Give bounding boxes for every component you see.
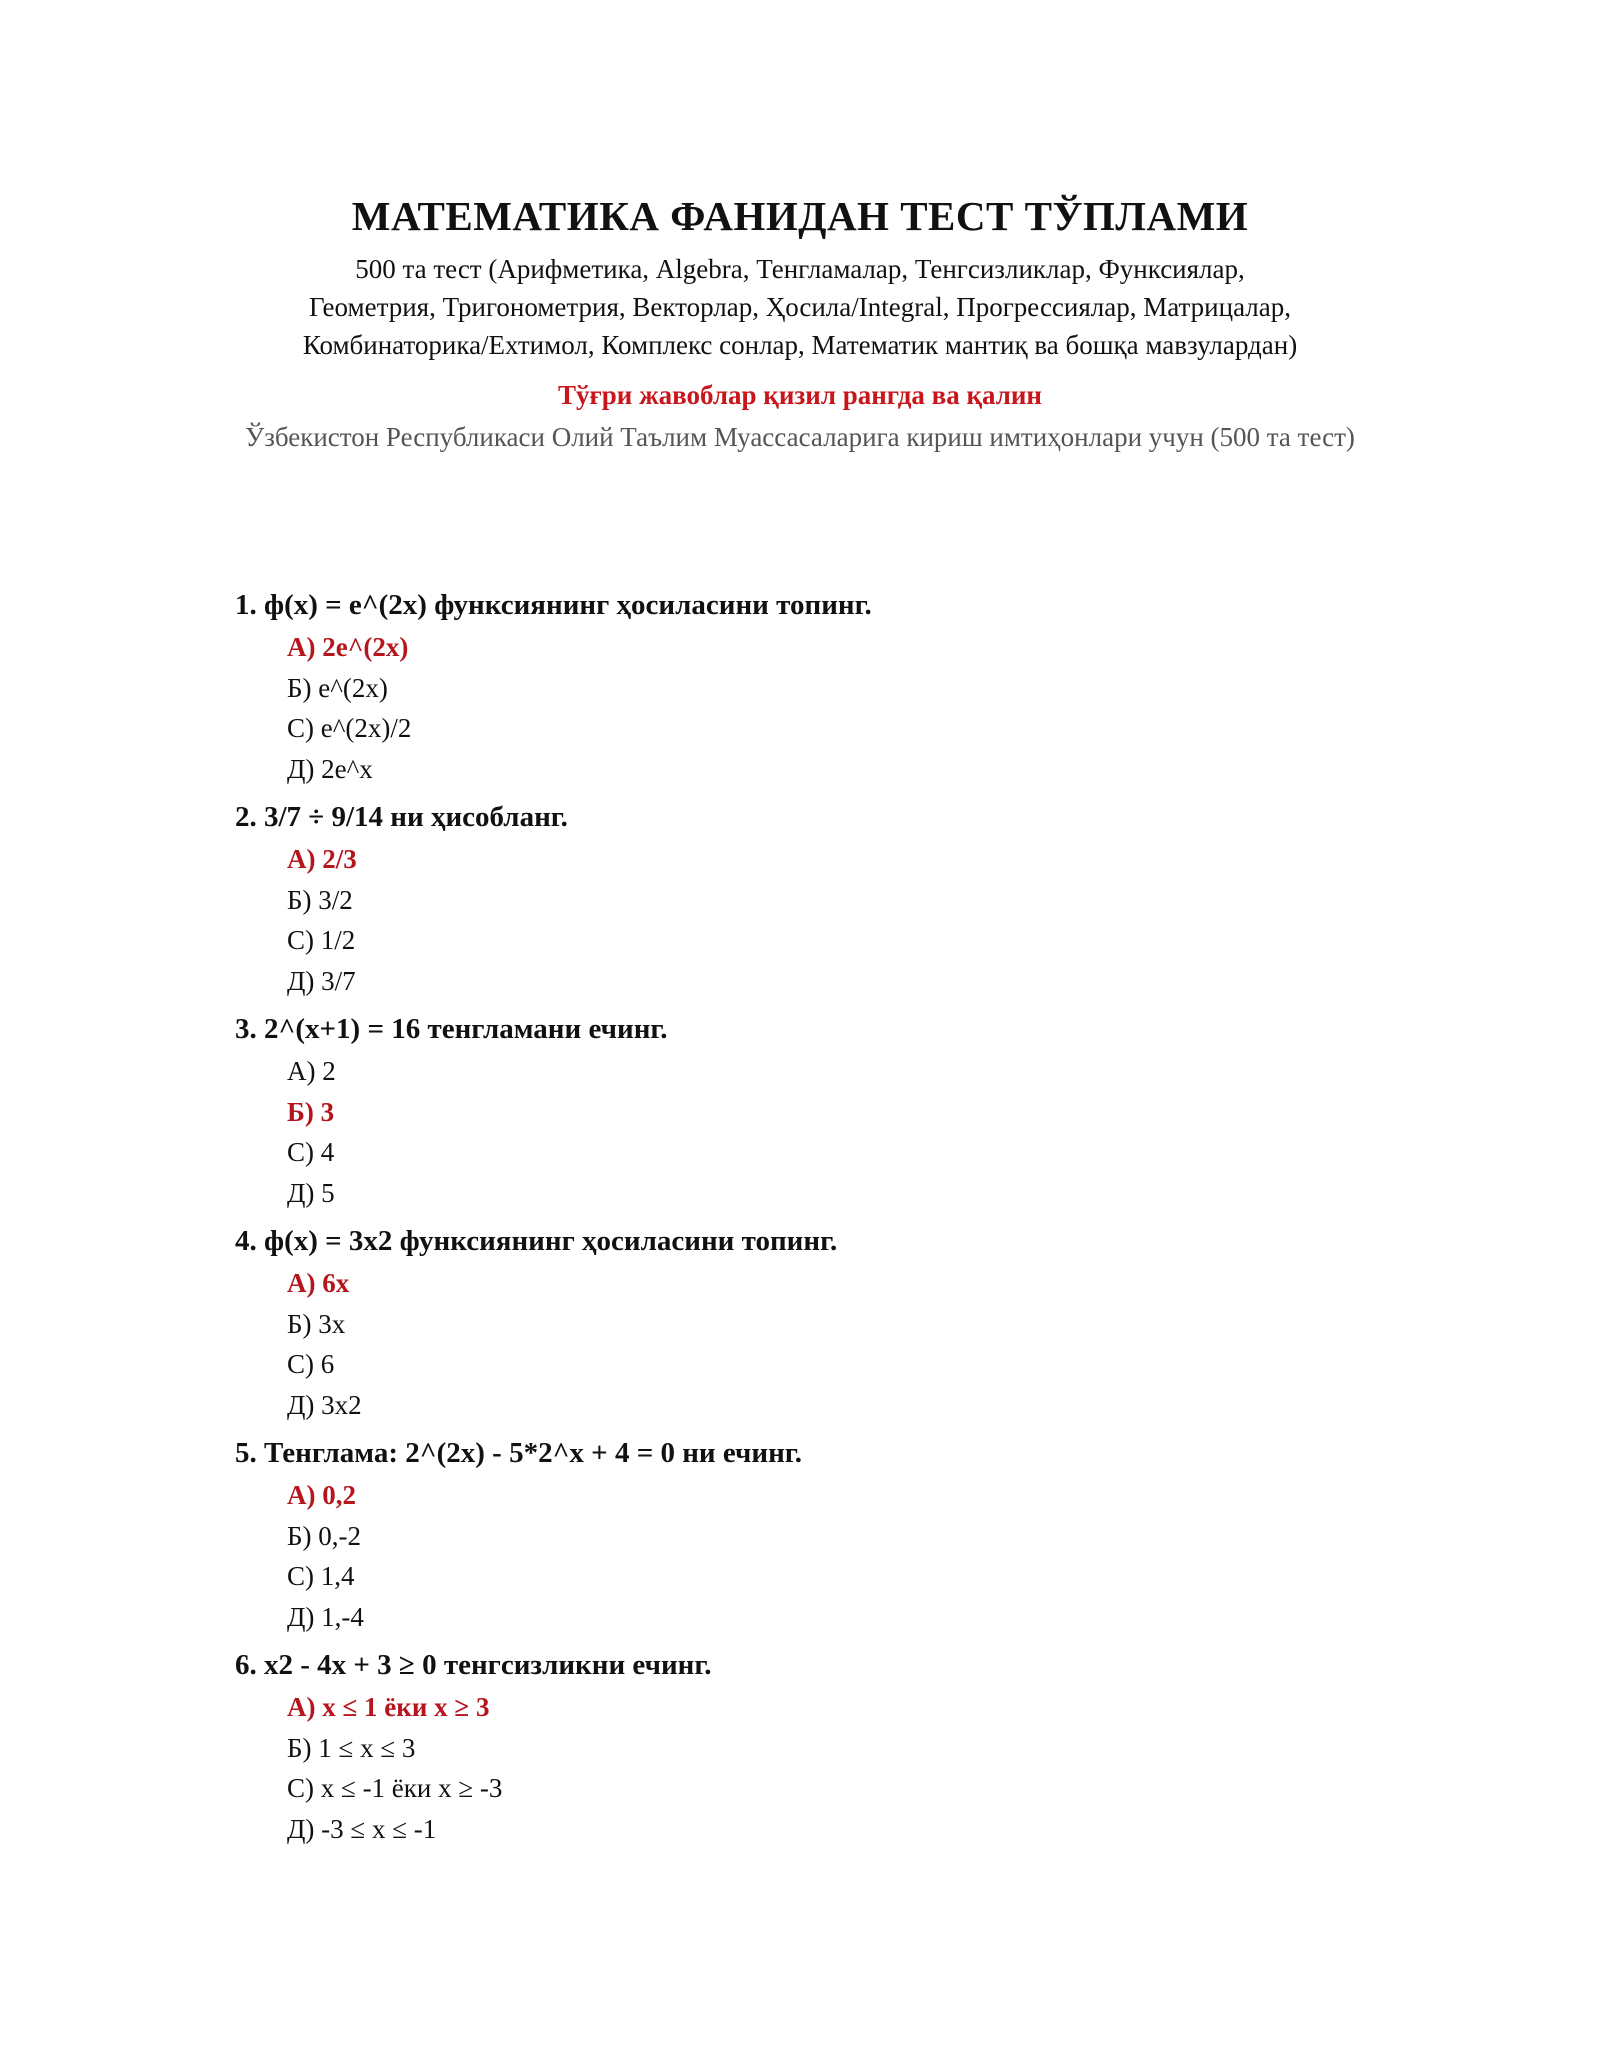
answer-option: С) 1,4: [287, 1561, 355, 1591]
answer-option: Д) -3 ≤ х ≤ -1: [287, 1813, 437, 1844]
answer-option-correct: А) 2/3: [287, 844, 357, 874]
document-header: [0, 190, 1600, 456]
answer-options: [287, 1263, 1435, 1425]
answer-option: С) 6: [287, 1349, 335, 1379]
answer-options: [287, 839, 1435, 1001]
question-number: 3.: [235, 1013, 257, 1045]
answer-option: Б) 1 ≤ х ≤ 3: [287, 1732, 416, 1763]
question-item: [235, 797, 1435, 1001]
answer-option: С) х ≤ -1 ёки х ≥ -3: [287, 1773, 503, 1803]
question-text: 2^(х+1) = 16 тенгламани ечинг.: [264, 1013, 668, 1045]
question-text: х2 - 4х + 3 ≥ 0 тенгсизликни ечинг.: [264, 1649, 712, 1681]
question-item: [235, 1433, 1435, 1637]
question-text-line: [235, 797, 1435, 837]
answer-option-correct: А) 0,2: [287, 1480, 356, 1510]
answer-option: Д) 1,-4: [287, 1601, 364, 1632]
question-text-line: [235, 1009, 1435, 1049]
question-number: 1.: [235, 589, 257, 621]
answer-option: Б) 0,-2: [287, 1520, 361, 1551]
question-text: 3/7 ÷ 9/14 ни ҳисобланг.: [264, 801, 568, 833]
answer-option: Б) 3/2: [287, 884, 353, 915]
answer-option: С) е^(2х)/2: [287, 713, 412, 743]
question-text-line: [235, 1221, 1435, 1261]
answer-options: [287, 1687, 1435, 1849]
answer-option: С) 1/2: [287, 925, 356, 955]
question-text-line: [235, 1645, 1435, 1685]
answer-option: С) 4: [287, 1137, 335, 1167]
answer-option-correct: А) х ≤ 1 ёки х ≥ 3: [287, 1692, 490, 1722]
question-text: ф(х) = 3х2 функсиянинг ҳосиласини топинг.: [264, 1225, 838, 1257]
document-purpose: Ўзбекистон Республикаси Олий Таълим Муассасаларига кириш имтиҳонлари учун (500 та тест): [245, 422, 1355, 452]
page-subtitle: 500 та тест (Арифметика, Algebra, Тенгламалар, Тенгсизликлар, Функсиялар, Геометрия, Тригонометрия, Векторлар, Ҳосила/Integral, Прогрессиялар, Матрицалар, Комбинаторика/Ехтимол, Комплекс сонлар, Математик мантиқ ва бошқа мавзулардан): [302, 254, 1298, 360]
answer-options: [287, 1051, 1435, 1213]
question-number: 6.: [235, 1649, 257, 1681]
question-number: 5.: [235, 1437, 257, 1469]
answer-option: Б) 3х: [287, 1308, 346, 1339]
answer-option: А) 2: [287, 1056, 336, 1086]
answer-option: Д) 3х2: [287, 1389, 362, 1420]
question-text: Тенглама: 2^(2х) - 5*2^х + 4 = 0 ни ечинг.: [264, 1437, 802, 1469]
question-text-line: [235, 1433, 1435, 1473]
question-item: [235, 1009, 1435, 1213]
page-title: МАТЕМАТИКА ФАНИДАН ТЕСТ ТЎПЛАМИ: [351, 193, 1249, 239]
question-number: 2.: [235, 801, 257, 833]
answer-key-note: Тўғри жавоблар қизил рангда ва қалин: [557, 380, 1042, 410]
answer-option-correct: Б) 3: [287, 1096, 335, 1127]
answer-options: [287, 1475, 1435, 1637]
question-item: [235, 1221, 1435, 1425]
answer-option: Д) 3/7: [287, 965, 356, 996]
question-item: [235, 585, 1435, 789]
question-list: [235, 585, 1435, 1857]
question-number: 4.: [235, 1225, 257, 1257]
question-text: ф(х) = е^(2х) функсиянинг ҳосиласини топинг.: [264, 589, 872, 621]
answer-option: Д) 2е^х: [287, 753, 373, 784]
answer-option-correct: А) 6х: [287, 1268, 350, 1298]
answer-option: Д) 5: [287, 1177, 335, 1208]
answer-option: Б) е^(2х): [287, 672, 388, 703]
question-text-line: [235, 585, 1435, 625]
answer-option-correct: А) 2е^(2х): [287, 632, 409, 662]
question-item: [235, 1645, 1435, 1849]
answer-options: [287, 627, 1435, 789]
